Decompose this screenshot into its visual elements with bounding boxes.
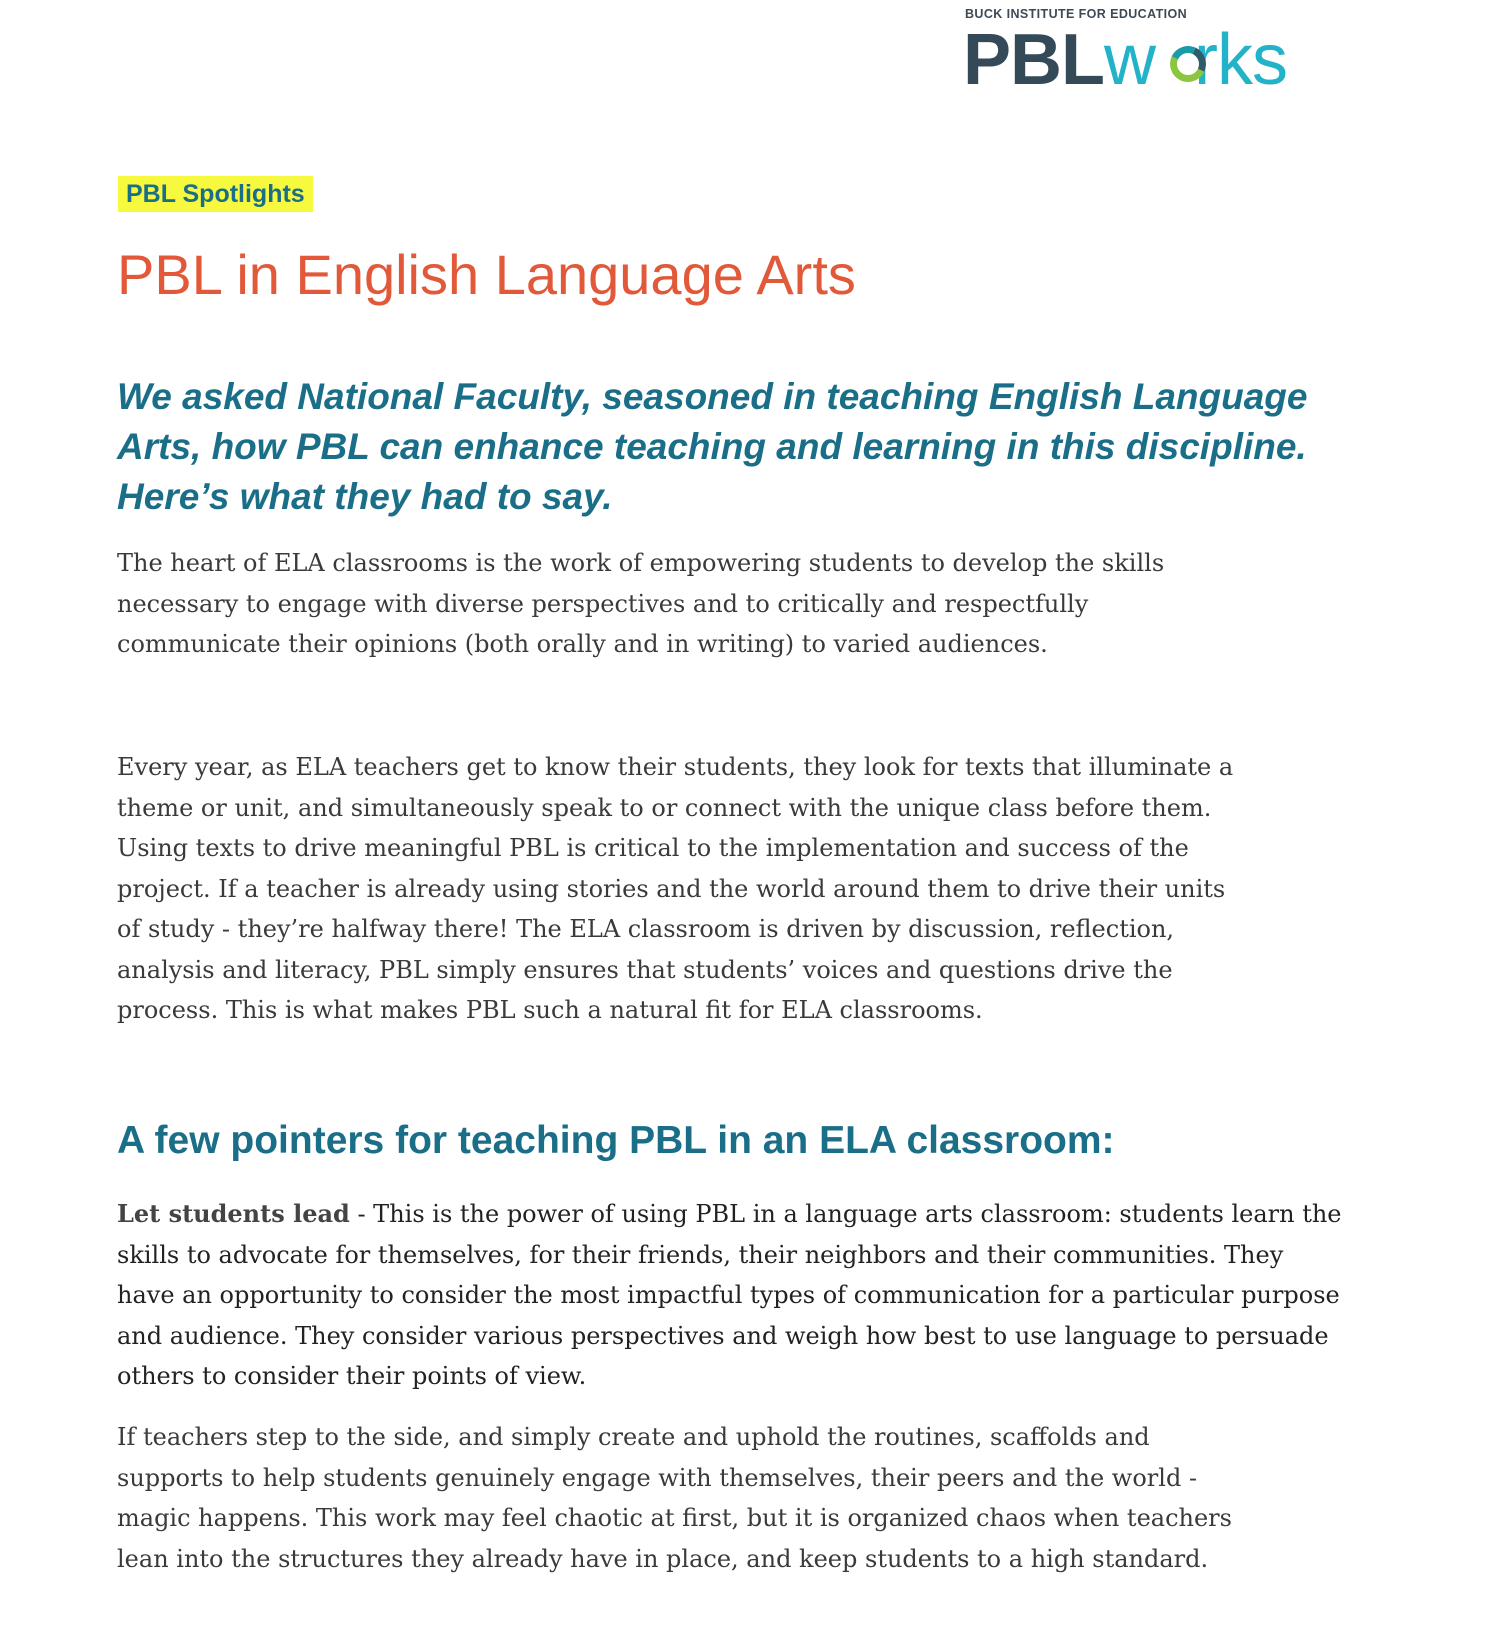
- pointer-item: [117, 1194, 1347, 1397]
- pointer-followup-paragraph: If teachers step to the side, and simply create and uphold the routines, scaffolds and supports to help students genuinely engage with themselves, their peers and the world - magic happens. This work may feel chaotic at first, but it is organized chaos when teachers lean into the structures they already have in place, and keep students to a high standard.: [117, 1423, 1232, 1573]
- logo-pbl-text: PBL: [963, 20, 1104, 100]
- logo-w-text: w: [1104, 20, 1155, 100]
- body-paragraph-1: The heart of ELA classrooms is the work of empowering students to develop the skills necessary to engage with diverse perspectives and to critically and respectfully communicate their opinions (both orally and in writing) to varied audiences.: [117, 549, 1165, 658]
- category-tag: PBL Spotlights: [118, 176, 313, 212]
- body-paragraph-2: Every year, as ELA teachers get to know their students, they look for texts that illuminate a theme or unit, and simultaneously speak to or connect with the unique class before them. Using texts to drive meaningful PBL is critical to the implementation and success of the project. If a teacher is already using stories and the world around them to drive their units of study - they’re halfway there! The ELA classroom is driven by discussion, reflection, analysis and literacy, PBL simply ensures that students’ voices and questions drive the process. This is what makes PBL such a natural fit for ELA classrooms.: [117, 753, 1234, 1024]
- page-title: PBL in English Language Arts: [117, 243, 856, 306]
- intro-subheading: We asked National Faculty, seasoned in teaching English Language Arts, how PBL can enhance teaching and learning in this discipline. Here’s what they had to say.: [117, 376, 1308, 517]
- pblworks-logo: [963, 4, 1343, 100]
- pointers-heading: A few pointers for teaching PBL in an ELA classroom:: [117, 1119, 1115, 1162]
- pointer-text: - This is the power of using PBL in a language arts classroom: students learn the skills to advocate for themselves, for their friends, their neighbors and their communities. They have an opportunity to consider the most impactful types of communication for a particular purpose and audience. They consider various perspectives and weigh how best to use language to persuade others to consider their points of view.: [117, 1200, 1342, 1390]
- logo-wordmark: [963, 20, 1287, 100]
- pointer-label: Let students lead: [117, 1199, 350, 1228]
- logo-tagline: BUCK INSTITUTE FOR EDUCATION: [965, 7, 1188, 21]
- logo-rks-text: rks: [1194, 20, 1288, 100]
